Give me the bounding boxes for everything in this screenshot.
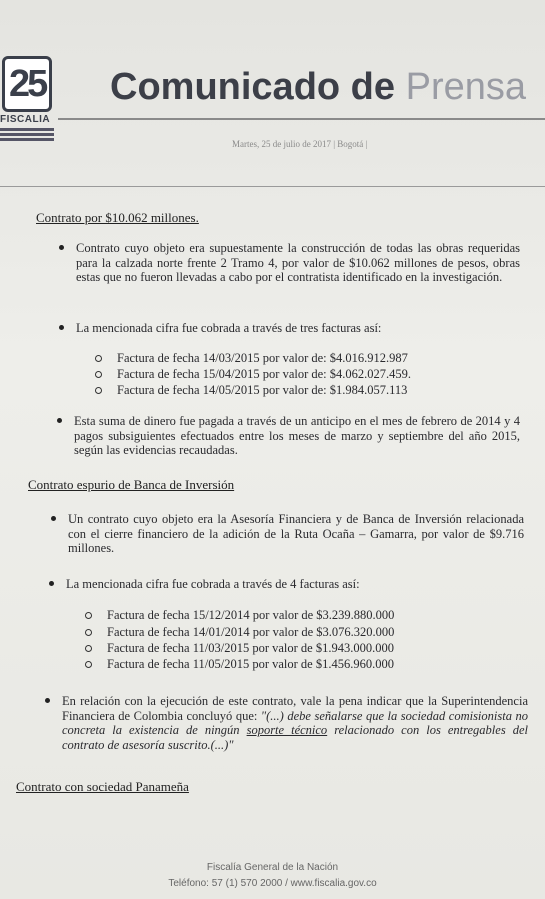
logo-text: FISCALIA [0,114,51,125]
fiscalia-logo [0,50,58,146]
bullet-text: Esta suma de dinero fue pagada a través de un anticipo en el mes de febrero de 2014 y 4 pagos subsiguientes efectuados entre los meses de marzo y septiembre del año 2015, según las evidencias recaudadas. [74,414,520,457]
bullet-s1-1 [76,241,520,285]
bullet-text: Un contrato cuyo objeto era la Asesoría Financiera y de Banca de Inversión relacionada con el cierre financiero de la adición de la Ruta Ocaña – Gamarra, por valor de $9.716 millones. [68,512,524,555]
header-rule [58,118,545,120]
bullet-dot [49,581,54,586]
circle-bullet-icon [85,661,92,668]
invoice-item: Factura de fecha 15/12/2014 por valor de $3.239.880.000 [107,608,394,623]
quote-underlined: soporte técnico [246,723,328,737]
invoice-item: Factura de fecha 14/01/2014 por valor de $3.076.320.000 [107,625,394,640]
logo-number: 25 [9,63,46,105]
bullet-text: La mencionada cifra fue cobrada a través de tres facturas así: [76,321,382,335]
invoice-item: Factura de fecha 15/04/2015 por valor de: $4.062.027.459. [117,367,411,382]
circle-bullet-icon [95,371,102,378]
section-heading-2: Contrato espurio de Banca de Inversión [28,477,235,492]
section-heading-1: Contrato por $10.062 millones. [36,210,199,225]
bullet-text: Contrato cuyo objeto era supuestamente la construcción de todas las obras requeridas para la calzada norte frente 2 Tramo 4, por valor de $10.062 millones de pesos, obras estas que no fueron llevadas a cabo por el contratista identificado en la investigación. [76,241,520,284]
bullet-s2-2 [66,577,522,592]
bullet-s2-1 [68,512,524,556]
invoice-item: Factura de fecha 11/05/2015 por valor de $1.456.960.000 [107,657,394,672]
circle-bullet-icon [95,387,102,394]
circle-bullet-icon [85,645,92,652]
press-date: Martes, 25 de julio de 2017 | Bogotá | [232,139,368,149]
bullet-dot [59,325,64,330]
quote-text: "(...) debe señalarse que la sociedad comisionista no concreta la existencia de ningún [62,708,529,737]
footer-org: Fiscalía General de la Nación [206,862,339,873]
bullet-text: En relación con la ejecución de este contrato, vale la pena indicar que la Superintendencia Financiera de Colombia concluyó que: [62,694,528,723]
header-divider [0,186,545,187]
invoice-item: Factura de fecha 11/03/2015 por valor de $1.943.000.000 [107,641,394,656]
circle-bullet-icon [95,355,102,362]
logo-badge [2,56,52,112]
bullet-dot [51,516,56,521]
footer-contact: Teléfono: 57 (1) 570 2000 / www.fiscalia.gov.co [168,878,377,889]
bullet-s1-2 [76,321,520,336]
bullet-text: La mencionada cifra fue cobrada a través de 4 facturas así: [66,577,360,591]
bullet-dot [57,418,62,423]
logo-lines [0,128,54,143]
section-heading-3: Contrato con sociedad Panameña [16,779,189,794]
invoice-item: Factura de fecha 14/05/2015 por valor de: $1.984.057.113 [117,383,407,398]
bullet-s2-3 [62,694,528,752]
circle-bullet-icon [85,612,92,619]
page-title [110,66,526,109]
title-bold: Comunicado de [110,66,396,108]
circle-bullet-icon [85,629,92,636]
invoice-item: Factura de fecha 14/03/2015 por valor de: $4.016.912.987 [117,351,408,366]
bullet-s1-3 [74,414,520,458]
bullet-dot [59,245,64,250]
bullet-dot [45,698,50,703]
quote-text-end: relacionado con los entregables del contrato de asesoría suscrito.(...)" [62,723,528,752]
title-light: Prensa [405,66,526,108]
